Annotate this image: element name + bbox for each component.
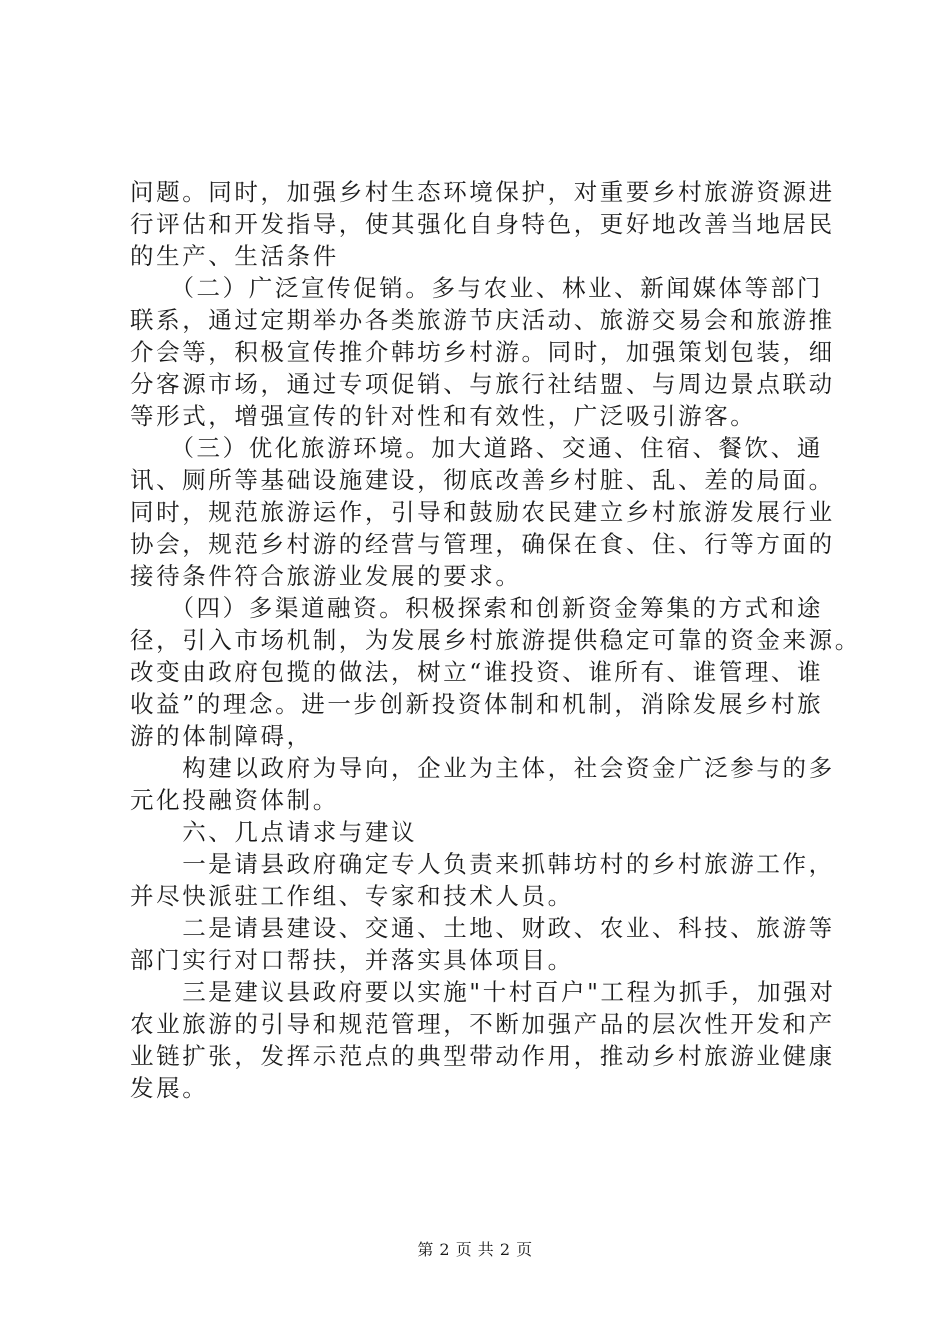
text-line: 问题。同时，加强乡村生态环境保护，对重要乡村旅游资源进 (130, 178, 835, 206)
text-line: 部门实行对口帮扶，并落实具体项目。 (130, 946, 574, 974)
text-line: 收益”的理念。进一步创新投资体制和机制，消除发展乡村旅 (130, 690, 824, 718)
text-line: 行评估和开发指导，使其强化自身特色，更好地改善当地居民 (130, 210, 835, 238)
request-3-line: 三是建议县政府要以实施"十村百户"工程为抓手，加强对 (130, 978, 836, 1006)
text-line: 协会，规范乡村游的经营与管理，确保在食、住、行等方面的 (130, 530, 835, 558)
text-line: 分客源市场，通过专项促销、与旅行社结盟、与周边景点联动 (130, 370, 835, 398)
text-line: 同时，规范旅游运作，引导和鼓励农民建立乡村旅游发展行业 (130, 498, 835, 526)
text-line: 的生产、生活条件 (130, 242, 339, 270)
section-6-heading: 六、几点请求与建议 (130, 818, 418, 846)
request-2-line: 二是请县建设、交通、土地、财政、农业、科技、旅游等 (130, 914, 835, 942)
text-line: 构建以政府为导向，企业为主体，社会资金广泛参与的多 (130, 754, 835, 782)
text-line: 接待条件符合旅游业发展的要求。 (130, 562, 522, 590)
text-line: 游的体制障碍， (130, 722, 313, 750)
page-number-footer: 第 2 页 共 2 页 (417, 1240, 533, 1259)
text-line: 介会等，积极宣传推介韩坊乡村游。同时，加强策划包装，细 (130, 338, 835, 366)
section-3-heading-line: （三）优化旅游环境。加大道路、交通、住宿、餐饮、通 (130, 434, 823, 462)
text-line: 业链扩张，发挥示范点的典型带动作用，推动乡村旅游业健康 (130, 1042, 835, 1070)
text-line: 改变由政府包揽的做法，树立“谁投资、谁所有、谁管理、谁 (130, 658, 824, 686)
text-line: 元化投融资体制。 (130, 786, 339, 814)
text-line: 径，引入市场机制，为发展乡村旅游提供稳定可靠的资金来源。 (130, 626, 861, 654)
text-line: 并尽快派驻工作组、专家和技术人员。 (130, 882, 574, 910)
text-line: 讯、厕所等基础设施建设，彻底改善乡村脏、乱、差的局面。 (130, 466, 835, 494)
text-line: 发展。 (130, 1074, 209, 1102)
text-line: 等形式，增强宣传的针对性和有效性，广泛吸引游客。 (130, 402, 757, 430)
section-2-heading-line: （二）广泛宣传促销。多与农业、林业、新闻媒体等部门 (130, 274, 823, 302)
text-line: 联系，通过定期举办各类旅游节庆活动、旅游交易会和旅游推 (130, 306, 835, 334)
body-text (130, 176, 861, 1104)
section-4-heading-line: （四）多渠道融资。积极探索和创新资金筹集的方式和途 (130, 594, 823, 622)
request-1-line: 一是请县政府确定专人负责来抓韩坊村的乡村旅游工作， (130, 850, 835, 878)
text-line: 农业旅游的引导和规范管理，不断加强产品的层次性开发和产 (130, 1010, 835, 1038)
